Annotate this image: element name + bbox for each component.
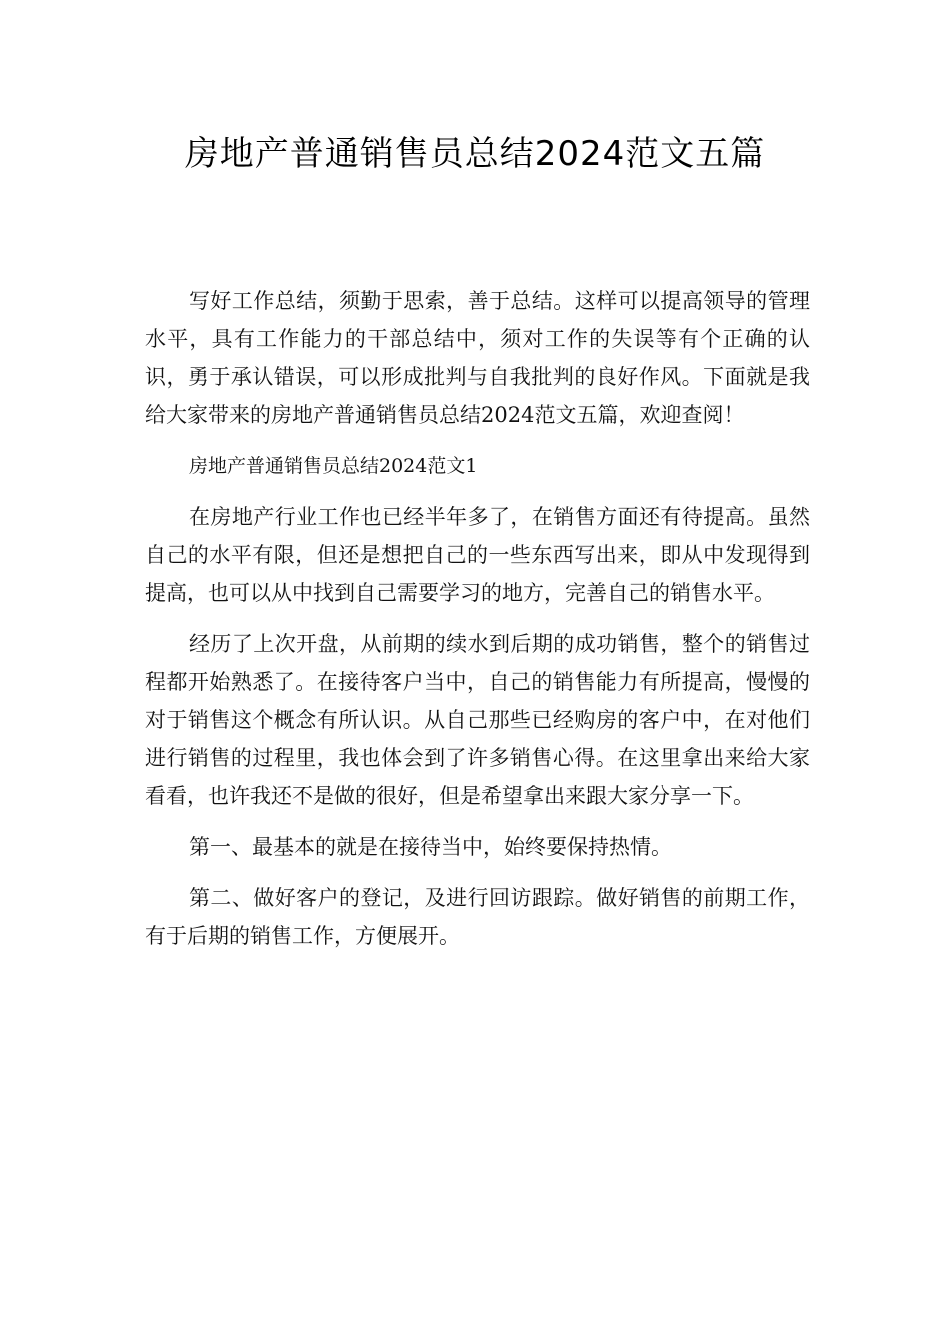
paragraph-2: 经历了上次开盘，从前期的续水到后期的成功销售，整个的销售过程都开始熟悉了。在接待客户当中，自己的销售能力有所提高，慢慢的对于销售这个概念有所认识。从自己那些已经购房的客户中，在对他们进行销售的过程里，我也体会到了许多销售心得。在这里拿出来给大家看看，也许我还不是做的很好，但是希望拿出来跟大家分享一下。 bbox=[145, 632, 810, 808]
paragraph-3: 第一、最基本的就是在接待当中，始终要保持热情。 bbox=[189, 835, 672, 859]
intro-paragraph: 写好工作总结，须勤于思索，善于总结。这样可以提高领导的管理水平，具有工作能力的干部总结中，须对工作的失误等有个正确的认识，勇于承认错误，可以形成批判与自我批判的良好作风。下面就是我给大家带来的房地产普通销售员总结2024范文五篇，欢迎查阅！ bbox=[145, 289, 810, 427]
section-heading: 房地产普通销售员总结2024范文1 bbox=[189, 455, 478, 477]
paragraph-1: 在房地产行业工作也已经半年多了，在销售方面还有待提高。虽然自己的水平有限，但还是想把自己的一些东西写出来，即从中发现得到提高，也可以从中找到自己需要学习的地方，完善自己的销售水平。 bbox=[145, 505, 810, 605]
document-body bbox=[145, 282, 810, 968]
paragraph-4: 第二、做好客户的登记，及进行回访跟踪。做好销售的前期工作，有于后期的销售工作，方便展开。 bbox=[145, 886, 810, 948]
document-title: 房地产普通销售员总结2024范文五篇 bbox=[184, 134, 766, 174]
